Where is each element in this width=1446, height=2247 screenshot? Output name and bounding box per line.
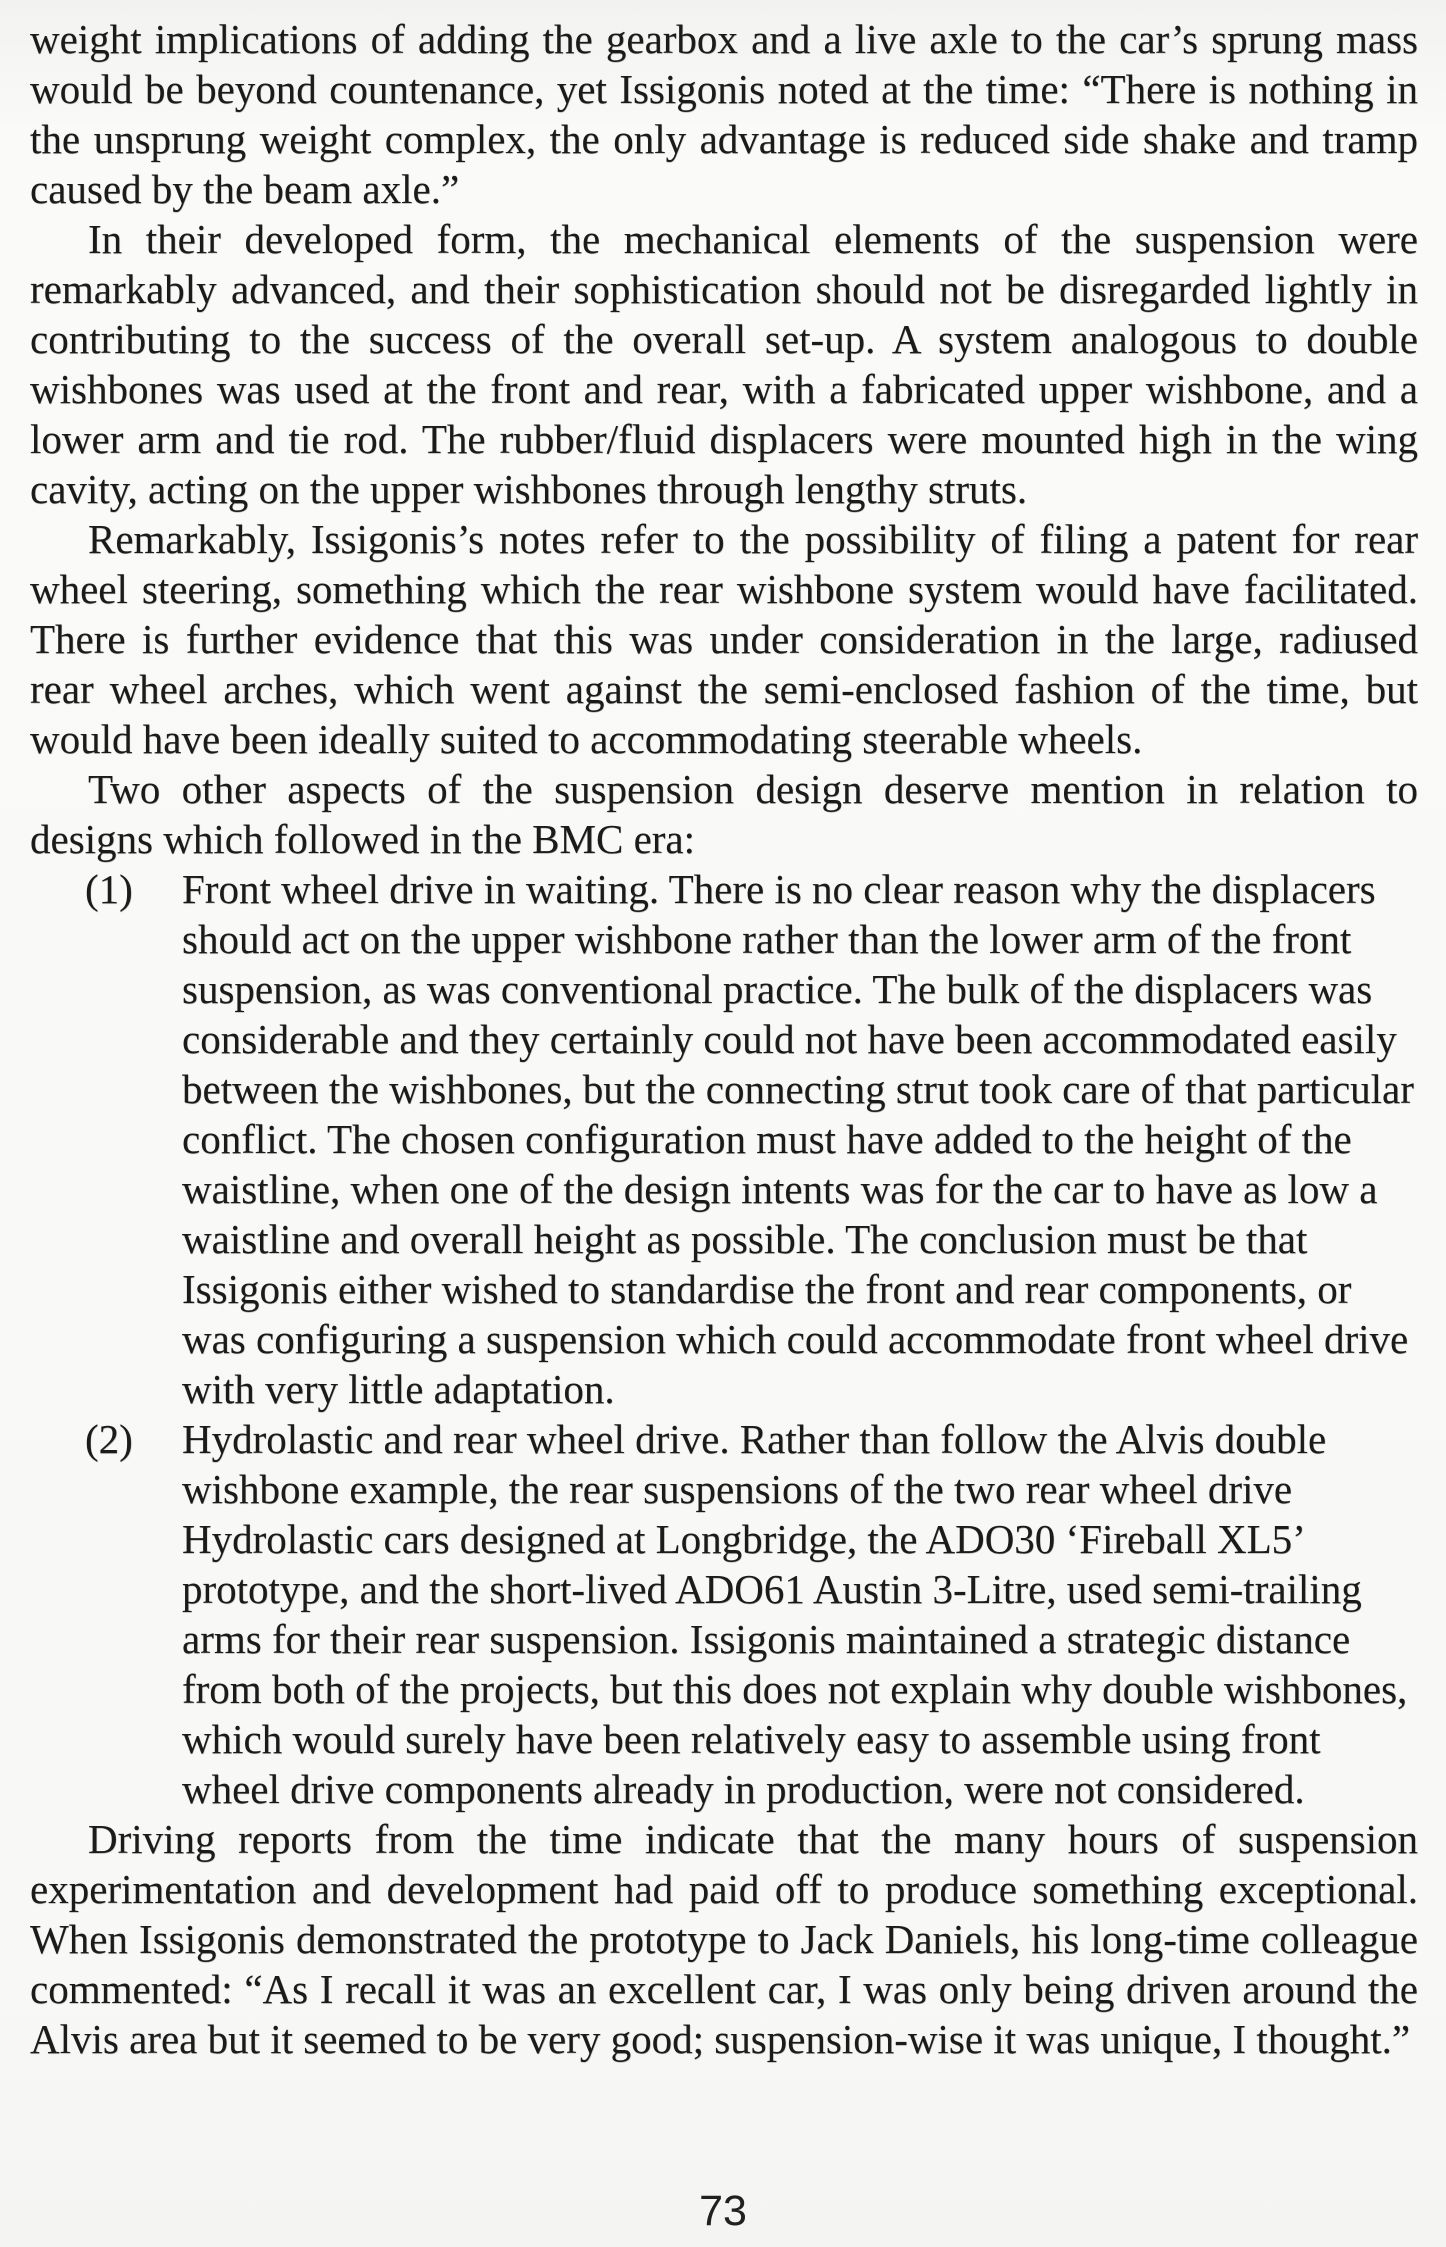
- paragraph: Driving reports from the time indicate that the many hours of suspension experimentation and development had paid off to produce something exceptional. When Issigonis demonstrated the prototype to Jack Daniels, his long-time colleague commented: “As I recall it was an excellent car, I was only being driven around the Alvis area but it seemed to be very good; suspension-wise it was unique, I thought.”: [30, 1816, 1418, 2062]
- page-body: [30, 14, 1418, 2064]
- list-item-text: Front wheel drive in waiting. There is no clear reason why the displacers should act on the upper wishbone rather than the lower arm of the front suspension, as was conventional practice. The bulk of the displacers was considerable and they certainly could not have been accommodated easily between the wishbones, but the connecting strut took care of that particular conflict. The chosen configuration must have added to the height of the waistline, when one of the design intents was for the car to have as low a waistline and overall height as possible. The conclusion must be that Issigonis either wished to standardise the front and rear components, or was configuring a suspension which could accommodate front wheel drive with very little adaptation.: [182, 866, 1414, 1412]
- numbered-list-item: [85, 1414, 1418, 1814]
- numbered-list-item: [85, 864, 1418, 1414]
- list-item-text: Hydrolastic and rear wheel drive. Rather than follow the Alvis double wishbone example, the rear suspensions of the two rear wheel drive Hydrolastic cars designed at Longbridge, the ADO30 ‘Fireball XL5’ prototype, and the short-lived ADO61 Austin 3-Litre, used semi-trailing arms for their rear suspension. Issigonis maintained a strategic distance from both of the projects, but this does not explain why double wishbones, which would surely have been relatively easy to assemble using front wheel drive components already in production, were not considered.: [182, 1416, 1408, 1812]
- list-item-marker: (2): [85, 1416, 133, 1462]
- page-number: 73: [699, 2187, 747, 2235]
- paragraph-list-intro: Two other aspects of the suspension design deserve mention in relation to designs which followed in the BMC era:: [30, 766, 1418, 862]
- list-item-marker: (1): [85, 866, 133, 912]
- paragraph: Remarkably, Issigonis’s notes refer to the possibility of filing a patent for rear wheel steering, something which the rear wishbone system would have facilitated. There is further evidence that this was under consideration in the large, radiused rear wheel arches, which went against the semi-enclosed fashion of the time, but would have been ideally suited to accommodating steerable wheels.: [30, 516, 1418, 762]
- paragraph: In their developed form, the mechanical elements of the suspension were remarkably advanced, and their sophistication should not be disregarded lightly in contributing to the success of the overall set-up. A system analogous to double wishbones was used at the front and rear, with a fabricated upper wishbone, and a lower arm and tie rod. The rubber/fluid displacers were mounted high in the wing cavity, acting on the upper wishbones through lengthy struts.: [30, 216, 1418, 512]
- paragraph-continuation: weight implications of adding the gearbox and a live axle to the car’s sprung mass would be beyond countenance, yet Issigonis noted at the time: “There is nothing in the unsprung weight complex, the only advantage is reduced side shake and tramp caused by the beam axle.”: [30, 16, 1418, 212]
